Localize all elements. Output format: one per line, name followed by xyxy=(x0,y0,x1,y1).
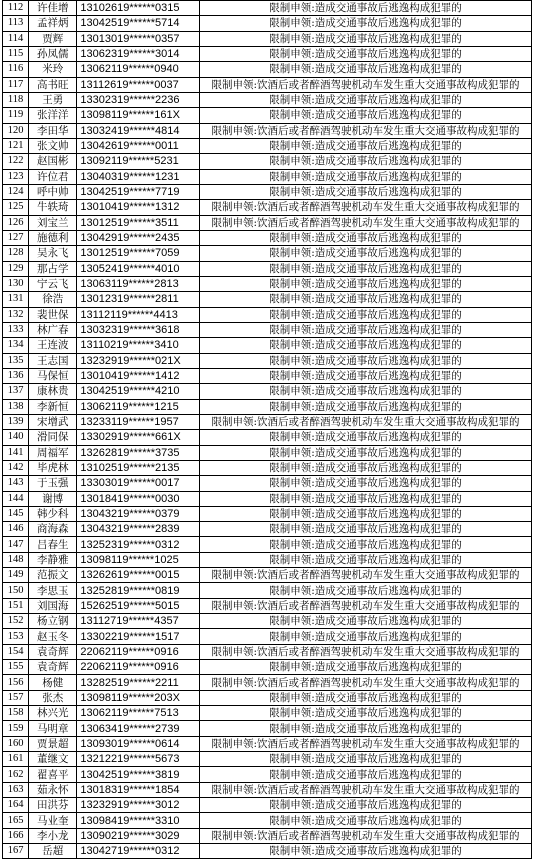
name-cell: 茹永怀 xyxy=(29,782,77,797)
id-number-cell: 13012319******2811 xyxy=(77,292,200,307)
id-number-cell: 13098119******203X xyxy=(77,690,200,705)
name-cell: 林兴光 xyxy=(29,706,77,721)
id-number-cell: 13098419******3310 xyxy=(77,813,200,828)
row-number-cell: 112 xyxy=(3,1,29,16)
row-number-cell: 138 xyxy=(3,399,29,414)
row-number-cell: 139 xyxy=(3,414,29,429)
table-row xyxy=(3,721,532,736)
reason-cell: 限制申领:造成交通事故后逃逸构成犯罪的 xyxy=(200,690,532,705)
name-cell: 滑同保 xyxy=(29,430,77,445)
id-number-cell: 13013019******0357 xyxy=(77,31,200,46)
row-number-cell: 136 xyxy=(3,368,29,383)
name-cell: 米玲 xyxy=(29,62,77,77)
reason-cell: 限制申领:饮酒后或者醉酒驾驶机动车发生重大交通事故构成犯罪的 xyxy=(200,568,532,583)
table-row xyxy=(3,307,532,322)
table-row xyxy=(3,338,532,353)
id-number-cell: 13063419******2739 xyxy=(77,721,200,736)
name-cell: 马保恒 xyxy=(29,368,77,383)
reason-cell: 限制申领:饮酒后或者醉酒驾驶机动车发生重大交通事故构成犯罪的 xyxy=(200,77,532,92)
table-row xyxy=(3,552,532,567)
reason-cell: 限制申领:造成交通事故后逃逸构成犯罪的 xyxy=(200,476,532,491)
row-number-cell: 148 xyxy=(3,552,29,567)
table-row xyxy=(3,246,532,261)
table-row xyxy=(3,123,532,138)
id-number-cell: 13062319******3014 xyxy=(77,46,200,61)
row-number-cell: 116 xyxy=(3,62,29,77)
name-cell: 袁奇辉 xyxy=(29,644,77,659)
table-row xyxy=(3,844,532,859)
name-cell: 李田华 xyxy=(29,123,77,138)
reason-cell: 限制申领:造成交通事故后逃逸构成犯罪的 xyxy=(200,706,532,721)
table-row xyxy=(3,200,532,215)
table-row xyxy=(3,414,532,429)
table-row xyxy=(3,353,532,368)
name-cell: 王志国 xyxy=(29,353,77,368)
name-cell: 马业奎 xyxy=(29,813,77,828)
reason-cell: 限制申领:造成交通事故后逃逸构成犯罪的 xyxy=(200,614,532,629)
row-number-cell: 129 xyxy=(3,261,29,276)
table-row xyxy=(3,614,532,629)
reason-cell: 限制申领:造成交通事故后逃逸构成犯罪的 xyxy=(200,460,532,475)
table-row xyxy=(3,583,532,598)
table-row xyxy=(3,384,532,399)
table-row xyxy=(3,629,532,644)
table-row xyxy=(3,138,532,153)
row-number-cell: 130 xyxy=(3,276,29,291)
name-cell: 赵国彬 xyxy=(29,154,77,169)
table-row xyxy=(3,1,532,16)
row-number-cell: 123 xyxy=(3,169,29,184)
id-number-cell: 13090219******3029 xyxy=(77,828,200,843)
id-number-cell: 13040319******1231 xyxy=(77,169,200,184)
reason-cell: 限制申领:造成交通事故后逃逸构成犯罪的 xyxy=(200,307,532,322)
table-row xyxy=(3,169,532,184)
name-cell: 毕虎林 xyxy=(29,460,77,475)
name-cell: 张文帅 xyxy=(29,138,77,153)
id-number-cell: 13098119******161X xyxy=(77,108,200,123)
reason-cell: 限制申领:造成交通事故后逃逸构成犯罪的 xyxy=(200,660,532,675)
id-number-cell: 13043219******2839 xyxy=(77,522,200,537)
table-row xyxy=(3,77,532,92)
row-number-cell: 149 xyxy=(3,568,29,583)
id-number-cell: 13018319******1854 xyxy=(77,782,200,797)
id-number-cell: 22062119******0916 xyxy=(77,660,200,675)
id-number-cell: 13282519******2211 xyxy=(77,675,200,690)
name-cell: 岳超 xyxy=(29,844,77,859)
row-number-cell: 146 xyxy=(3,522,29,537)
row-number-cell: 157 xyxy=(3,690,29,705)
id-number-cell: 13110219******3410 xyxy=(77,338,200,353)
reason-cell: 限制申领:造成交通事故后逃逸构成犯罪的 xyxy=(200,552,532,567)
reason-cell: 限制申领:饮酒后或者醉酒驾驶机动车发生重大交通事故构成犯罪的 xyxy=(200,675,532,690)
table-row xyxy=(3,292,532,307)
id-number-cell: 13112619******0037 xyxy=(77,77,200,92)
row-number-cell: 159 xyxy=(3,721,29,736)
name-cell: 呼中帅 xyxy=(29,184,77,199)
table-row xyxy=(3,752,532,767)
name-cell: 孙凤儒 xyxy=(29,46,77,61)
id-number-cell: 13042519******3819 xyxy=(77,767,200,782)
reason-cell: 限制申领:造成交通事故后逃逸构成犯罪的 xyxy=(200,767,532,782)
id-number-cell: 13233119******1957 xyxy=(77,414,200,429)
table-row xyxy=(3,184,532,199)
reason-cell: 限制申领:饮酒后或者醉酒驾驶机动车发生重大交通事故构成犯罪的 xyxy=(200,782,532,797)
row-number-cell: 137 xyxy=(3,384,29,399)
id-number-cell: 13052419******4010 xyxy=(77,261,200,276)
row-number-cell: 125 xyxy=(3,200,29,215)
name-cell: 高书旺 xyxy=(29,77,77,92)
id-number-cell: 13012519******7059 xyxy=(77,246,200,261)
reason-cell: 限制申领:饮酒后或者醉酒驾驶机动车发生重大交通事故构成犯罪的 xyxy=(200,736,532,751)
table-row xyxy=(3,62,532,77)
reason-cell: 限制申领:造成交通事故后逃逸构成犯罪的 xyxy=(200,399,532,414)
name-cell: 张洋洋 xyxy=(29,108,77,123)
id-number-cell: 13010419******1412 xyxy=(77,368,200,383)
reason-cell: 限制申领:造成交通事故后逃逸构成犯罪的 xyxy=(200,537,532,552)
name-cell: 董继文 xyxy=(29,752,77,767)
id-number-cell: 13032419******4814 xyxy=(77,123,200,138)
name-cell: 赵玉冬 xyxy=(29,629,77,644)
id-number-cell: 13232919******3012 xyxy=(77,798,200,813)
name-cell: 吴永飞 xyxy=(29,246,77,261)
table-row xyxy=(3,430,532,445)
table-row xyxy=(3,690,532,705)
id-number-cell: 13212219******5673 xyxy=(77,752,200,767)
name-cell: 李小龙 xyxy=(29,828,77,843)
reason-cell: 限制申领:造成交通事故后逃逸构成犯罪的 xyxy=(200,31,532,46)
id-number-cell: 22062119******0916 xyxy=(77,644,200,659)
row-number-cell: 131 xyxy=(3,292,29,307)
name-cell: 杨立钢 xyxy=(29,614,77,629)
table-row xyxy=(3,154,532,169)
id-number-cell: 13062119******0940 xyxy=(77,62,200,77)
id-number-cell: 13042919******2435 xyxy=(77,230,200,245)
row-number-cell: 127 xyxy=(3,230,29,245)
table-row xyxy=(3,445,532,460)
reason-cell: 限制申领:造成交通事故后逃逸构成犯罪的 xyxy=(200,384,532,399)
id-number-cell: 13042519******7719 xyxy=(77,184,200,199)
restriction-table xyxy=(2,0,532,859)
name-cell: 韩少科 xyxy=(29,506,77,521)
table-row xyxy=(3,215,532,230)
name-cell: 谢博 xyxy=(29,491,77,506)
id-number-cell: 13302919******661X xyxy=(77,430,200,445)
id-number-cell: 13102519******2135 xyxy=(77,460,200,475)
name-cell: 康林贵 xyxy=(29,384,77,399)
table-row xyxy=(3,537,532,552)
row-number-cell: 126 xyxy=(3,215,29,230)
row-number-cell: 141 xyxy=(3,445,29,460)
reason-cell: 限制申领:造成交通事故后逃逸构成犯罪的 xyxy=(200,230,532,245)
name-cell: 李新恒 xyxy=(29,399,77,414)
reason-cell: 限制申领:造成交通事故后逃逸构成犯罪的 xyxy=(200,368,532,383)
row-number-cell: 154 xyxy=(3,644,29,659)
row-number-cell: 113 xyxy=(3,16,29,31)
row-number-cell: 166 xyxy=(3,828,29,843)
row-number-cell: 155 xyxy=(3,660,29,675)
row-number-cell: 151 xyxy=(3,598,29,613)
row-number-cell: 158 xyxy=(3,706,29,721)
table-row xyxy=(3,506,532,521)
name-cell: 马明章 xyxy=(29,721,77,736)
reason-cell: 限制申领:造成交通事故后逃逸构成犯罪的 xyxy=(200,292,532,307)
table-row xyxy=(3,782,532,797)
id-number-cell: 13012519******3511 xyxy=(77,215,200,230)
id-number-cell: 13112119******4413 xyxy=(77,307,200,322)
id-number-cell: 13042619******0011 xyxy=(77,138,200,153)
reason-cell: 限制申领:造成交通事故后逃逸构成犯罪的 xyxy=(200,522,532,537)
name-cell: 李静雅 xyxy=(29,552,77,567)
name-cell: 贾景超 xyxy=(29,736,77,751)
reason-cell: 限制申领:造成交通事故后逃逸构成犯罪的 xyxy=(200,261,532,276)
name-cell: 孟祥炳 xyxy=(29,16,77,31)
reason-cell: 限制申领:造成交通事故后逃逸构成犯罪的 xyxy=(200,46,532,61)
row-number-cell: 117 xyxy=(3,77,29,92)
row-number-cell: 145 xyxy=(3,506,29,521)
reason-cell: 限制申领:造成交通事故后逃逸构成犯罪的 xyxy=(200,169,532,184)
row-number-cell: 162 xyxy=(3,767,29,782)
table-row xyxy=(3,813,532,828)
reason-cell: 限制申领:造成交通事故后逃逸构成犯罪的 xyxy=(200,629,532,644)
id-number-cell: 13010419******1312 xyxy=(77,200,200,215)
name-cell: 刘宝兰 xyxy=(29,215,77,230)
id-number-cell: 13232919******021X xyxy=(77,353,200,368)
id-number-cell: 13262619******0015 xyxy=(77,568,200,583)
table-row xyxy=(3,660,532,675)
name-cell: 王勇 xyxy=(29,92,77,107)
table-row xyxy=(3,460,532,475)
table-row xyxy=(3,522,532,537)
id-number-cell: 13042519******4210 xyxy=(77,384,200,399)
id-number-cell: 13098119******1025 xyxy=(77,552,200,567)
reason-cell: 限制申领:造成交通事故后逃逸构成犯罪的 xyxy=(200,813,532,828)
name-cell: 宁云飞 xyxy=(29,276,77,291)
table-row xyxy=(3,399,532,414)
reason-cell: 限制申领:造成交通事故后逃逸构成犯罪的 xyxy=(200,721,532,736)
table-row xyxy=(3,798,532,813)
name-cell: 李思玉 xyxy=(29,583,77,598)
name-cell: 吕春生 xyxy=(29,537,77,552)
row-number-cell: 161 xyxy=(3,752,29,767)
row-number-cell: 150 xyxy=(3,583,29,598)
id-number-cell: 13262819******3735 xyxy=(77,445,200,460)
row-number-cell: 165 xyxy=(3,813,29,828)
name-cell: 张杰 xyxy=(29,690,77,705)
row-number-cell: 122 xyxy=(3,154,29,169)
name-cell: 林广春 xyxy=(29,322,77,337)
table-row xyxy=(3,31,532,46)
name-cell: 刘国海 xyxy=(29,598,77,613)
reason-cell: 限制申领:造成交通事故后逃逸构成犯罪的 xyxy=(200,844,532,859)
id-number-cell: 13063119******2813 xyxy=(77,276,200,291)
reason-cell: 限制申领:饮酒后或者醉酒驾驶机动车发生重大交通事故构成犯罪的 xyxy=(200,200,532,215)
reason-cell: 限制申领:造成交通事故后逃逸构成犯罪的 xyxy=(200,798,532,813)
id-number-cell: 13093019******0614 xyxy=(77,736,200,751)
reason-cell: 限制申领:造成交通事故后逃逸构成犯罪的 xyxy=(200,276,532,291)
row-number-cell: 153 xyxy=(3,629,29,644)
name-cell: 牛轶琦 xyxy=(29,200,77,215)
reason-cell: 限制申领:造成交通事故后逃逸构成犯罪的 xyxy=(200,506,532,521)
reason-cell: 限制申领:造成交通事故后逃逸构成犯罪的 xyxy=(200,154,532,169)
row-number-cell: 156 xyxy=(3,675,29,690)
name-cell: 宋增武 xyxy=(29,414,77,429)
row-number-cell: 140 xyxy=(3,430,29,445)
name-cell: 商海森 xyxy=(29,522,77,537)
row-number-cell: 132 xyxy=(3,307,29,322)
reason-cell: 限制申领:造成交通事故后逃逸构成犯罪的 xyxy=(200,430,532,445)
id-number-cell: 13303019******0017 xyxy=(77,476,200,491)
reason-cell: 限制申领:造成交通事故后逃逸构成犯罪的 xyxy=(200,62,532,77)
id-number-cell: 13302219******1517 xyxy=(77,629,200,644)
table-body xyxy=(3,1,532,859)
table-row xyxy=(3,322,532,337)
row-number-cell: 143 xyxy=(3,476,29,491)
row-number-cell: 118 xyxy=(3,92,29,107)
table-row xyxy=(3,736,532,751)
name-cell: 翟喜平 xyxy=(29,767,77,782)
table-row xyxy=(3,230,532,245)
name-cell: 裴世保 xyxy=(29,307,77,322)
table-row xyxy=(3,706,532,721)
row-number-cell: 133 xyxy=(3,322,29,337)
id-number-cell: 13112719******4357 xyxy=(77,614,200,629)
table-row xyxy=(3,16,532,31)
id-number-cell: 13092119******5231 xyxy=(77,154,200,169)
row-number-cell: 128 xyxy=(3,246,29,261)
reason-cell: 限制申领:饮酒后或者醉酒驾驶机动车发生重大交通事故构成犯罪的 xyxy=(200,828,532,843)
reason-cell: 限制申领:造成交通事故后逃逸构成犯罪的 xyxy=(200,138,532,153)
id-number-cell: 13062119******7513 xyxy=(77,706,200,721)
reason-cell: 限制申领:饮酒后或者醉酒驾驶机动车发生重大交通事故构成犯罪的 xyxy=(200,215,532,230)
name-cell: 于玉强 xyxy=(29,476,77,491)
name-cell: 贾辉 xyxy=(29,31,77,46)
row-number-cell: 164 xyxy=(3,798,29,813)
reason-cell: 限制申领:饮酒后或者醉酒驾驶机动车发生重大交通事故构成犯罪的 xyxy=(200,414,532,429)
row-number-cell: 119 xyxy=(3,108,29,123)
table-row xyxy=(3,476,532,491)
name-cell: 许佳增 xyxy=(29,1,77,16)
row-number-cell: 124 xyxy=(3,184,29,199)
row-number-cell: 160 xyxy=(3,736,29,751)
id-number-cell: 13102619******0315 xyxy=(77,1,200,16)
reason-cell: 限制申领:造成交通事故后逃逸构成犯罪的 xyxy=(200,338,532,353)
reason-cell: 限制申领:造成交通事故后逃逸构成犯罪的 xyxy=(200,583,532,598)
name-cell: 周福军 xyxy=(29,445,77,460)
name-cell: 许位君 xyxy=(29,169,77,184)
table-row xyxy=(3,568,532,583)
table-row xyxy=(3,828,532,843)
name-cell: 袁奇辉 xyxy=(29,660,77,675)
row-number-cell: 167 xyxy=(3,844,29,859)
id-number-cell: 13252319******0312 xyxy=(77,537,200,552)
reason-cell: 限制申领:造成交通事故后逃逸构成犯罪的 xyxy=(200,92,532,107)
table-row xyxy=(3,108,532,123)
reason-cell: 限制申领:饮酒后或者醉酒驾驶机动车发生重大交通事故构成犯罪的 xyxy=(200,598,532,613)
row-number-cell: 163 xyxy=(3,782,29,797)
id-number-cell: 13062119******1215 xyxy=(77,399,200,414)
reason-cell: 限制申领:造成交通事故后逃逸构成犯罪的 xyxy=(200,353,532,368)
row-number-cell: 134 xyxy=(3,338,29,353)
reason-cell: 限制申领:造成交通事故后逃逸构成犯罪的 xyxy=(200,752,532,767)
id-number-cell: 13032319******3618 xyxy=(77,322,200,337)
table-row xyxy=(3,491,532,506)
table-row xyxy=(3,767,532,782)
reason-cell: 限制申领:造成交通事故后逃逸构成犯罪的 xyxy=(200,322,532,337)
reason-cell: 限制申领:造成交通事故后逃逸构成犯罪的 xyxy=(200,1,532,16)
row-number-cell: 120 xyxy=(3,123,29,138)
name-cell: 施德利 xyxy=(29,230,77,245)
name-cell: 范振文 xyxy=(29,568,77,583)
name-cell: 那占学 xyxy=(29,261,77,276)
row-number-cell: 142 xyxy=(3,460,29,475)
table-row xyxy=(3,46,532,61)
row-number-cell: 152 xyxy=(3,614,29,629)
reason-cell: 限制申领:造成交通事故后逃逸构成犯罪的 xyxy=(200,184,532,199)
id-number-cell: 13302319******2236 xyxy=(77,92,200,107)
table-row xyxy=(3,675,532,690)
reason-cell: 限制申领:饮酒后或者醉酒驾驶机动车发生重大交通事故构成犯罪的 xyxy=(200,123,532,138)
id-number-cell: 13042719******0312 xyxy=(77,844,200,859)
reason-cell: 限制申领:造成交通事故后逃逸构成犯罪的 xyxy=(200,246,532,261)
row-number-cell: 114 xyxy=(3,31,29,46)
row-number-cell: 121 xyxy=(3,138,29,153)
table-row xyxy=(3,368,532,383)
id-number-cell: 15262519******5015 xyxy=(77,598,200,613)
name-cell: 田洪芬 xyxy=(29,798,77,813)
row-number-cell: 144 xyxy=(3,491,29,506)
name-cell: 王连波 xyxy=(29,338,77,353)
name-cell: 徐浩 xyxy=(29,292,77,307)
reason-cell: 限制申领:造成交通事故后逃逸构成犯罪的 xyxy=(200,108,532,123)
id-number-cell: 13252819******0819 xyxy=(77,583,200,598)
table-row xyxy=(3,261,532,276)
reason-cell: 限制申领:造成交通事故后逃逸构成犯罪的 xyxy=(200,16,532,31)
id-number-cell: 13042519******5714 xyxy=(77,16,200,31)
table-row xyxy=(3,92,532,107)
table-row xyxy=(3,598,532,613)
reason-cell: 限制申领:造成交通事故后逃逸构成犯罪的 xyxy=(200,491,532,506)
table-row xyxy=(3,276,532,291)
reason-cell: 限制申领:造成交通事故后逃逸构成犯罪的 xyxy=(200,445,532,460)
reason-cell: 限制申领:饮酒后或者醉酒驾驶机动车发生重大交通事故构成犯罪的 xyxy=(200,644,532,659)
id-number-cell: 13043219******0379 xyxy=(77,506,200,521)
table-row xyxy=(3,644,532,659)
id-number-cell: 13018419******0030 xyxy=(77,491,200,506)
row-number-cell: 115 xyxy=(3,46,29,61)
name-cell: 杨健 xyxy=(29,675,77,690)
row-number-cell: 135 xyxy=(3,353,29,368)
row-number-cell: 147 xyxy=(3,537,29,552)
